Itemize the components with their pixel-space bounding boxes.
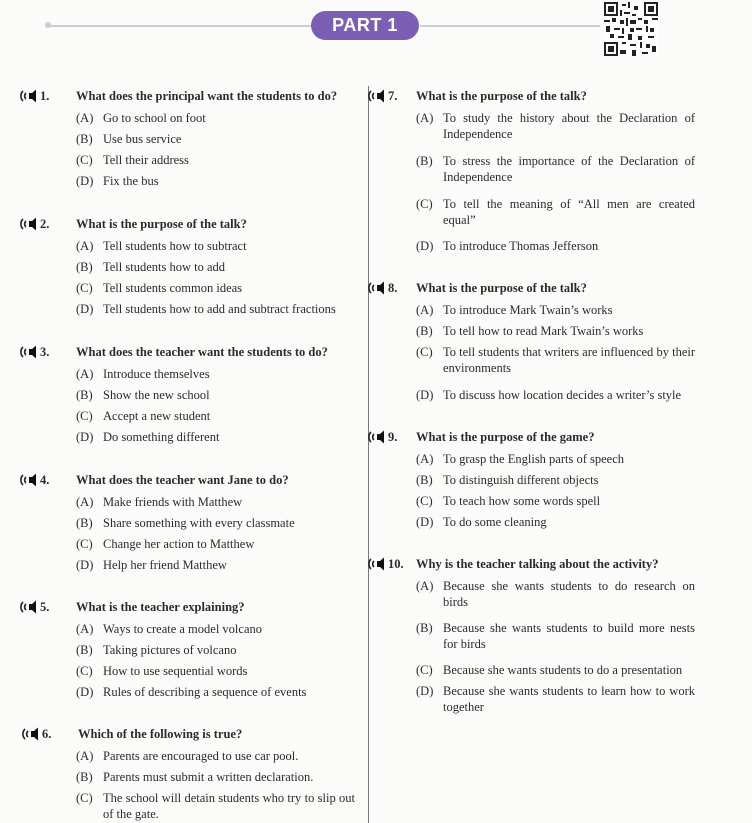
option-text: Taking pictures of volcano [103, 643, 237, 657]
option-letter: (C) [416, 345, 433, 359]
option-letter: (D) [416, 388, 434, 402]
question-text: What is the purpose of the talk? [76, 217, 247, 231]
option-letter: (C) [76, 791, 93, 805]
part-badge: PART 1 [311, 11, 419, 40]
option-text: To teach how some words spell [443, 494, 601, 508]
option-text: To distinguish different objects [443, 473, 599, 487]
audio-speaker-icon[interactable] [20, 216, 40, 232]
option-text: To grasp the English parts of speech [443, 452, 625, 466]
option-letter: (B) [76, 132, 93, 146]
option-text: Tell students how to add [103, 260, 226, 274]
option-text: Tell their address [103, 153, 189, 167]
option-text: The school will detain students who try to slip out of the gate. [103, 791, 355, 821]
option-text: Because she wants students to do a presentation [443, 663, 683, 677]
answer-option[interactable] [76, 280, 353, 296]
option-letter: (A) [416, 303, 434, 317]
audio-speaker-icon[interactable] [368, 556, 388, 572]
option-text: Show the new school [103, 388, 210, 402]
option-letter: (C) [76, 664, 93, 678]
option-letter: (D) [416, 239, 434, 253]
option-letter: (A) [76, 367, 94, 381]
answer-option[interactable] [76, 152, 353, 168]
answer-option[interactable] [76, 173, 353, 189]
answer-option[interactable] [416, 196, 695, 228]
audio-speaker-icon[interactable] [20, 599, 40, 615]
answer-option[interactable] [76, 621, 353, 637]
question-header [368, 280, 397, 296]
option-text: To tell the meaning of “All men are created equal” [443, 197, 695, 227]
option-letter: (D) [416, 684, 434, 698]
answer-option[interactable] [76, 536, 353, 552]
answer-option[interactable] [76, 790, 355, 822]
question-number: 7. [388, 88, 398, 103]
option-letter: (C) [416, 197, 433, 211]
question-text: What does the teacher want Jane to do? [76, 473, 289, 487]
question-text: Which of the following is true? [78, 727, 243, 741]
option-letter: (B) [76, 388, 93, 402]
answer-option[interactable] [416, 514, 695, 530]
answer-option[interactable] [416, 344, 695, 376]
answer-option[interactable] [76, 769, 355, 785]
option-letter: (A) [76, 495, 94, 509]
option-text: Rules of describing a sequence of events [103, 685, 307, 699]
option-text: Fix the bus [103, 174, 159, 188]
question-text: What does the principal want the students to do? [76, 89, 338, 103]
option-text: Accept a new student [103, 409, 211, 423]
option-letter: (C) [76, 537, 93, 551]
answer-option[interactable] [76, 663, 353, 679]
audio-speaker-icon[interactable] [20, 344, 40, 360]
question-text: What is the purpose of the talk? [416, 89, 587, 103]
option-letter: (D) [76, 430, 94, 444]
answer-option[interactable] [76, 387, 353, 403]
option-text: Share something with every classmate [103, 516, 295, 530]
answer-option[interactable] [416, 493, 695, 509]
answer-option[interactable] [76, 301, 353, 317]
option-text: Parents must submit a written declaration. [103, 770, 314, 784]
question-text: What is the teacher explaining? [76, 600, 245, 614]
option-text: How to use sequential words [103, 664, 248, 678]
answer-option[interactable] [416, 302, 695, 318]
option-letter: (D) [76, 558, 94, 572]
option-text: To tell how to read Mark Twain’s works [443, 324, 644, 338]
question-text: What does the teacher want the students to do? [76, 345, 328, 359]
question-header [20, 344, 49, 360]
question-number: 6. [42, 726, 52, 741]
question-number: 5. [40, 599, 50, 614]
option-text: Tell students common ideas [103, 281, 243, 295]
option-letter: (B) [76, 260, 93, 274]
answer-option[interactable] [76, 408, 353, 424]
answer-option[interactable] [416, 620, 695, 652]
option-letter: (A) [76, 622, 94, 636]
option-letter: (C) [416, 494, 433, 508]
qr-code-icon[interactable] [604, 2, 658, 56]
option-text: Use bus service [103, 132, 182, 146]
answer-option[interactable] [76, 131, 353, 147]
column-divider [368, 86, 369, 823]
answer-option[interactable] [76, 557, 353, 573]
option-letter: (A) [416, 452, 434, 466]
question-number: 4. [40, 472, 50, 487]
question-text: What is the purpose of the game? [416, 430, 595, 444]
answer-option[interactable] [76, 429, 353, 445]
option-letter: (D) [76, 174, 94, 188]
option-text: Tell students how to add and subtract fractions [103, 302, 336, 316]
option-letter: (B) [416, 621, 433, 635]
option-letter: (A) [416, 579, 434, 593]
option-text: Go to school on foot [103, 111, 206, 125]
option-letter: (D) [76, 302, 94, 316]
question-number: 10. [388, 556, 404, 571]
answer-option[interactable] [76, 238, 353, 254]
header-rule-dot [45, 22, 51, 28]
option-text: Change her action to Matthew [103, 537, 255, 551]
option-text: Because she wants students to do research on birds [443, 579, 695, 609]
option-text: Because she wants students to build more nests for birds [443, 621, 695, 651]
question-header [368, 88, 397, 104]
option-letter: (B) [76, 770, 93, 784]
option-text: To introduce Mark Twain’s works [443, 303, 613, 317]
question-number: 3. [40, 344, 50, 359]
audio-speaker-icon[interactable] [368, 88, 388, 104]
option-text: Introduce themselves [103, 367, 210, 381]
answer-option[interactable] [416, 387, 695, 403]
question-number: 9. [388, 429, 398, 444]
answer-option[interactable] [76, 366, 353, 382]
answer-option[interactable] [76, 515, 353, 531]
question-header [22, 726, 51, 742]
option-text: Make friends with Matthew [103, 495, 243, 509]
option-letter: (B) [416, 324, 433, 338]
option-text: Parents are encouraged to use car pool. [103, 749, 299, 763]
answer-option[interactable] [76, 642, 353, 658]
option-letter: (D) [76, 685, 94, 699]
header-rule-left [48, 25, 314, 27]
option-text: To introduce Thomas Jefferson [443, 239, 599, 253]
question-header [368, 556, 404, 572]
option-text: To stress the importance of the Declaration of Independence [443, 154, 695, 184]
question-header [20, 472, 49, 488]
answer-option[interactable] [76, 494, 353, 510]
answer-option[interactable] [416, 683, 695, 715]
option-text: Do something different [103, 430, 220, 444]
option-text: To tell students that writers are influenced by their environments [443, 345, 695, 375]
answer-option[interactable] [76, 684, 353, 700]
option-letter: (C) [76, 409, 93, 423]
answer-option[interactable] [76, 748, 355, 764]
question-number: 1. [40, 88, 50, 103]
answer-option[interactable] [76, 110, 353, 126]
question-text: What is the purpose of the talk? [416, 281, 587, 295]
answer-option[interactable] [416, 323, 695, 339]
option-letter: (B) [416, 154, 433, 168]
audio-speaker-icon[interactable] [20, 472, 40, 488]
answer-option[interactable] [416, 451, 695, 467]
answer-option[interactable] [416, 578, 695, 610]
option-letter: (A) [76, 111, 94, 125]
option-letter: (B) [416, 473, 433, 487]
option-letter: (D) [416, 515, 434, 529]
audio-speaker-icon[interactable] [368, 280, 388, 296]
answer-option[interactable] [416, 238, 695, 254]
question-header [368, 429, 397, 445]
question-header [20, 599, 49, 615]
question-number: 8. [388, 280, 398, 295]
answer-option[interactable] [416, 110, 695, 142]
header-rule-right [420, 25, 600, 27]
option-text: Ways to create a model volcano [103, 622, 262, 636]
question-header [20, 216, 49, 232]
option-letter: (A) [416, 111, 434, 125]
question-text: Why is the teacher talking about the activity? [416, 557, 659, 571]
option-text: Help her friend Matthew [103, 558, 227, 572]
option-letter: (B) [76, 516, 93, 530]
answer-option[interactable] [76, 259, 353, 275]
answer-option[interactable] [416, 662, 695, 678]
audio-speaker-icon[interactable] [368, 429, 388, 445]
question-header [20, 88, 49, 104]
question-number: 2. [40, 216, 50, 231]
option-letter: (A) [76, 749, 94, 763]
option-letter: (A) [76, 239, 94, 253]
option-text: To discuss how location decides a writer’s style [443, 388, 682, 402]
option-letter: (C) [76, 281, 93, 295]
audio-speaker-icon[interactable] [20, 88, 40, 104]
option-letter: (C) [416, 663, 433, 677]
option-text: To do some cleaning [443, 515, 547, 529]
option-letter: (C) [76, 153, 93, 167]
audio-speaker-icon[interactable] [22, 726, 42, 742]
option-text: Tell students how to subtract [103, 239, 247, 253]
answer-option[interactable] [416, 153, 695, 185]
option-text: Because she wants students to learn how to work together [443, 684, 695, 714]
answer-option[interactable] [416, 472, 695, 488]
option-letter: (B) [76, 643, 93, 657]
option-text: To study the history about the Declaration of Independence [443, 111, 695, 141]
